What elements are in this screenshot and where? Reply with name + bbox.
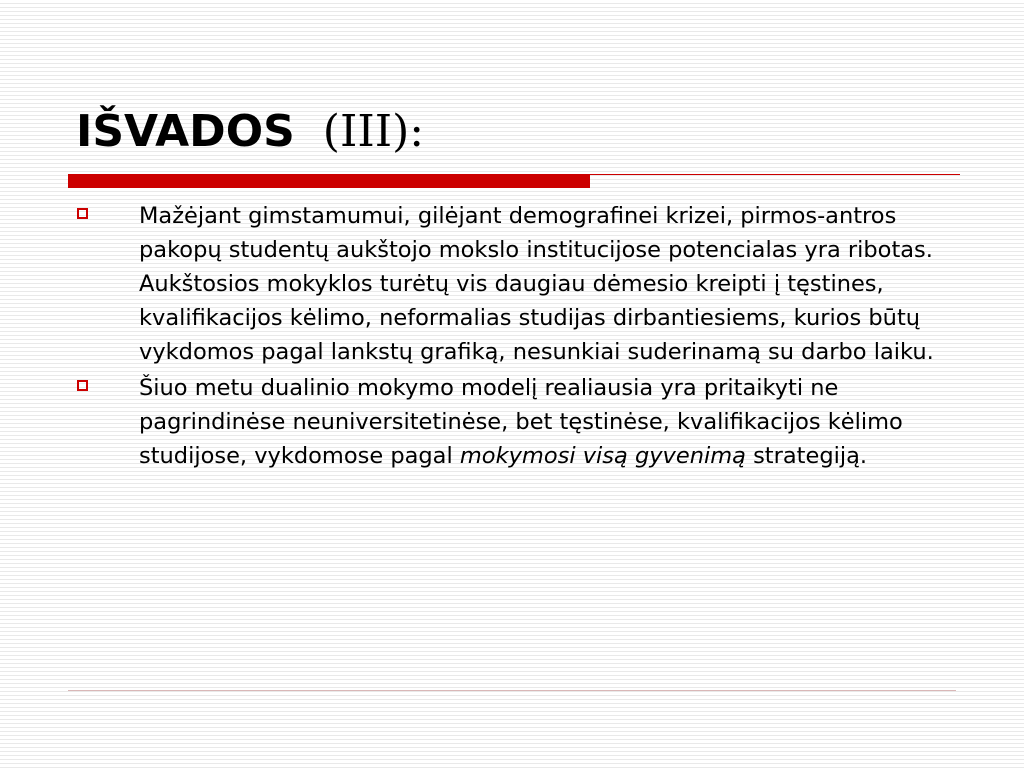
bullet-text-1: Mažėjant gimstamumui, gilėjant demografinei krizei, pirmos-antros pakopų studentų aukštojo mokslo institucijose potencialas yra ribotas. Aukštosios mokyklos turėtų vis daugiau dėmesio kreipti į tęstines, kvalifikacijos kėlimo, neformalias studijas dirbantiesiems, kurios būtų vykdomos pagal lankstų grafiką, nesunkiai suderinamą su darbo laiku. — [139, 203, 934, 365]
bullet-text-2 — [139, 375, 903, 469]
hollow-square-bullet-icon — [77, 208, 88, 219]
title-underline-thick — [68, 174, 590, 188]
bullet-text-2-italic: mokymosi visą gyvenimą — [459, 443, 746, 469]
hollow-square-bullet-icon — [77, 380, 88, 391]
footer-divider — [68, 690, 956, 691]
title-underline-thin — [590, 174, 960, 175]
bullet-list — [76, 199, 956, 475]
slide-title-rest: (III): — [322, 106, 425, 157]
slide-title-bold: IŠVADOS — [76, 106, 295, 157]
bullet-item-1 — [76, 199, 956, 369]
slide-title — [76, 100, 424, 164]
bullet-text-2-after: strategiją. — [745, 443, 868, 469]
bullet-item-2 — [76, 371, 956, 473]
bullet-text-2-before: Šiuo metu dualinio mokymo modelį realiausia yra pritaikyti ne pagrindinėse neuniversitetinėse, bet tęstinėse, kvalifikacijos kėlimo studijose, vykdomose pagal — [139, 375, 903, 469]
